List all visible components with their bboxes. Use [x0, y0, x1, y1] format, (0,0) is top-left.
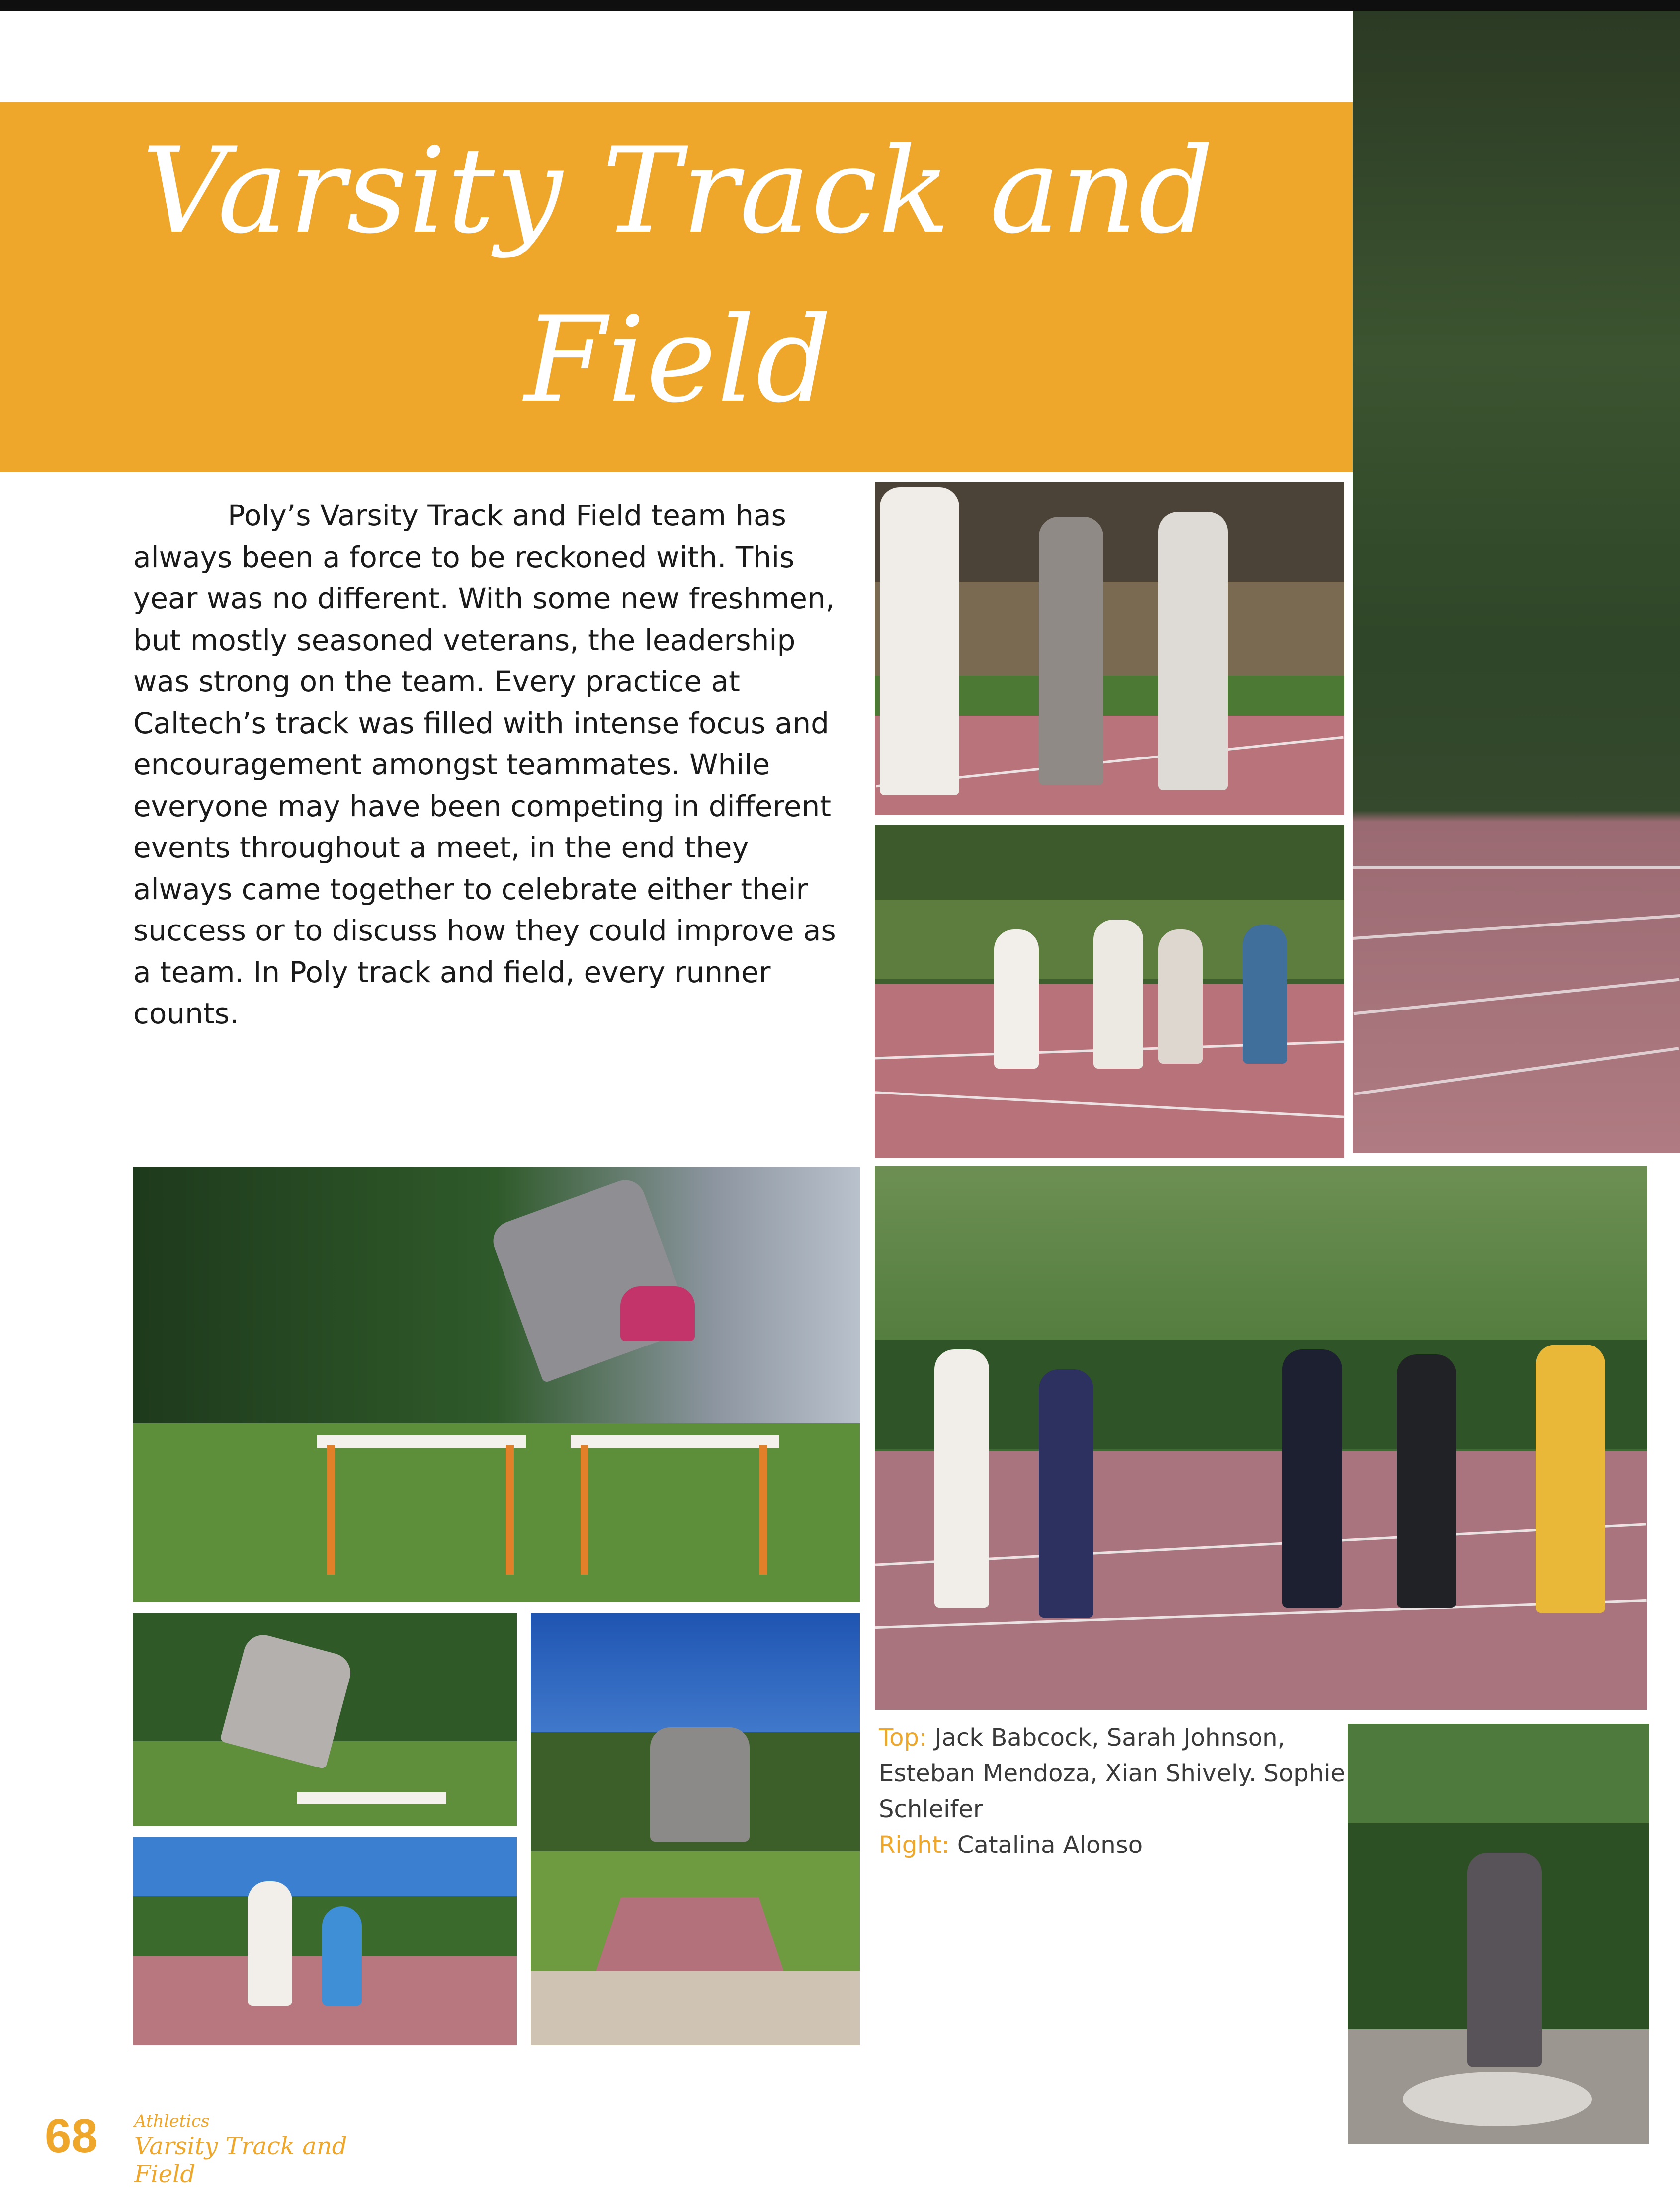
section-name: Athletics — [134, 2111, 210, 2131]
caption-right-label: Right: — [879, 1831, 950, 1859]
caption-right-names: Catalina Alonso — [949, 1831, 1143, 1859]
photo-sprinters-start — [875, 825, 1344, 1158]
photo-hurdle-jump-boy — [133, 1613, 517, 1826]
body-paragraph: Poly’s Varsity Track and Field team has always been a force to be reckoned with. This year was no different. With some new freshmen, but mostly seasoned veterans, the leadership was strong on the team. Every practice at Caltech’s track was filled with intense focus and encouragement amongst teammates. While everyone may have been competing in different events throughout a meet, in the end they always came together to celebrate either their success or to discuss how they could improve as a team. In Poly track and field, every runner counts. — [133, 499, 836, 1030]
photo-runners-track — [875, 482, 1344, 815]
photo-running-group — [133, 1837, 517, 2045]
page-title: Varsity Track and Field — [142, 122, 1215, 429]
photo-shot-put — [1348, 1724, 1649, 2144]
caption-top-label: Top: — [879, 1724, 927, 1752]
subsection-name: Varsity Track and Field — [134, 2132, 347, 2188]
photo-high-knees-group — [875, 1166, 1647, 1710]
photo-right-edge-track — [1353, 11, 1680, 1153]
page-folio — [45, 2106, 393, 2188]
photo-hurdler — [133, 1167, 860, 1602]
caption-top-names: Jack Babcock, Sarah Johnson, Esteban Mendoza, Xian Shively. Sophie Schleifer — [879, 1724, 1345, 1823]
page-edge — [0, 0, 1680, 11]
photo-long-jump — [531, 1613, 860, 2045]
photo-caption — [879, 1720, 1346, 1863]
page-number: 68 — [45, 2109, 98, 2163]
